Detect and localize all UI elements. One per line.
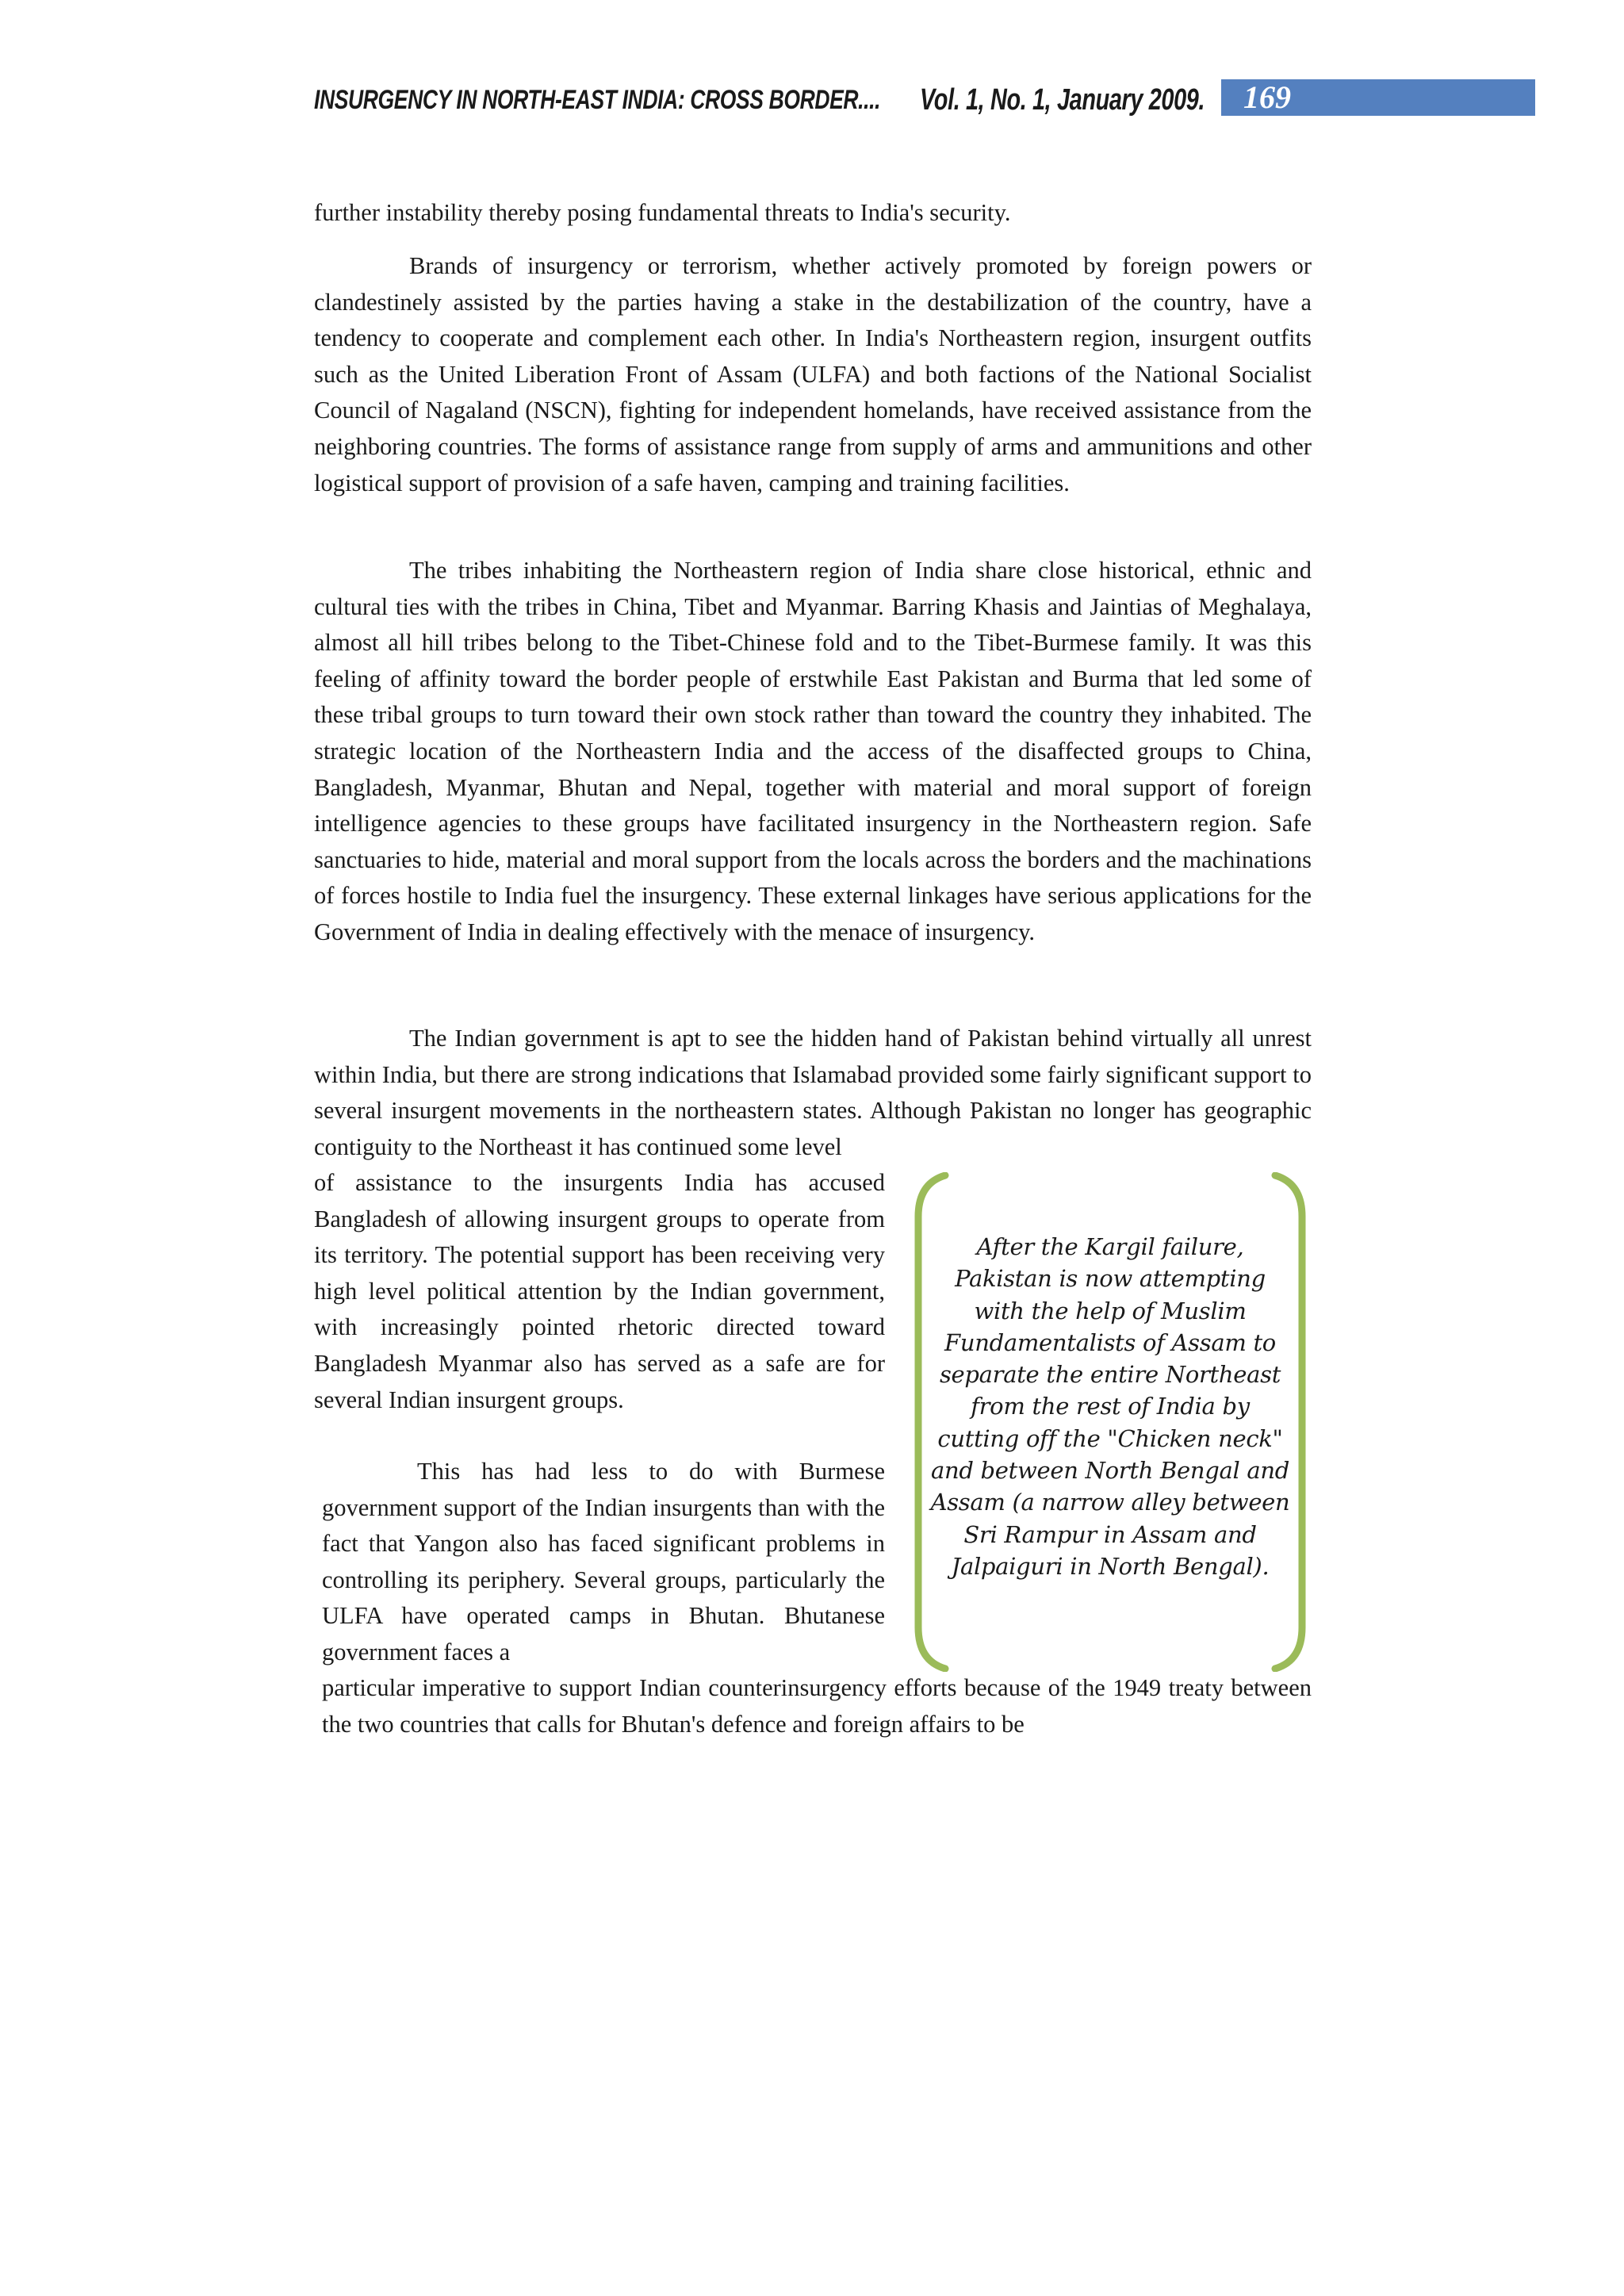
volume-issue: Vol. 1, No. 1, January 2009. <box>920 83 1205 117</box>
paragraph-5-continued: particular imperative to support Indian counterinsurgency efforts because of the 1949 treaty between the two countries that calls for Bhutan's defence and foreign affairs to be <box>322 1674 1312 1738</box>
running-title: INSURGENCY IN NORTH-EAST INDIA: CROSS BORDER.... <box>314 85 881 115</box>
page-number-box <box>1221 79 1535 116</box>
paragraph-4: The Indian government is apt to see the hidden hand of Pakistan behind virtually all unrest within India, but there are strong indications that Islamabad provided some fairly significant support to several insurgent movements in the northeastern states. Although Pakistan no longer has geographic contiguity to the Northeast it has continued some level <box>314 1025 1312 1160</box>
paragraph-5: This has had less to do with Burmese government support of the Indian insurgents than with the fact that Yangon also has faced significant problems in controlling its periphery. Several groups, particularly the ULFA have operated camps in Bhutan. Bhutanese government faces a <box>322 1458 885 1665</box>
pull-quote <box>912 1172 1308 1672</box>
pull-quote-text: After the Kargil failure, Pakistan is now attempting with the help of Muslim Fundamentalists of Assam to separate the entire Northeast from the rest of India by cutting off the "Chicken neck" and between North Bengal and Assam (a narrow alley between Sri Rampur in Assam and Jalpaiguri in North Bengal). <box>930 1233 1290 1580</box>
page-header <box>0 78 1624 119</box>
paragraph-4-continued: of assistance to the insurgents India has accused Bangladesh of allowing insurgent groups to operate from its territory. The potential support has been receiving very high level political attention by the Indian government, with increasingly pointed rhetoric directed toward Bangladesh Myanmar also has served as a safe are for several Indian insurgent groups. <box>314 1169 885 1413</box>
paragraph-2: Brands of insurgency or terrorism, whether actively promoted by foreign powers or clandestinely assisted by the parties having a stake in the destabilization of the country, have a tendency to cooperate and complement each other. In India's Northeastern region, insurgent outfits such as the United Liberation Front of Assam (ULFA) and both factions of the National Socialist Council of Nagaland (NSCN), fighting for independent homelands, have received assistance from the neighboring countries. The forms of assistance range from supply of arms and ammunitions and other logistical support of provision of a safe haven, camping and training facilities. <box>314 252 1312 496</box>
paragraph-1: further instability thereby posing fundamental threats to India's security. <box>314 199 1011 226</box>
paragraph-3: The tribes inhabiting the Northeastern region of India share close historical, ethnic and cultural ties with the tribes in China, Tibet and Myanmar. Barring Khasis and Jaintias of Meghalaya, almost all hill tribes belong to the Tibet-Chinese fold and to the Tibet-Burmese family. It was this feeling of affinity toward the border people of erstwhile East Pakistan and Burma that led some of these tribal groups to turn toward their own stock rather than toward the country they inhabited. The strategic location of the Northeastern India and the access of the disaffected groups to China, Bangladesh, Myanmar, Bhutan and Nepal, together with material and moral support of foreign intelligence agencies to these groups have facilitated insurgency in the Northeastern region. Safe sanctuaries to hide, material and moral support from the locals across the borders and the machinations of forces hostile to India fuel the insurgency. These external linkages have serious applications for the Government of India in dealing effectively with the menace of insurgency. <box>314 557 1312 945</box>
page-number: 169 <box>1243 79 1291 115</box>
